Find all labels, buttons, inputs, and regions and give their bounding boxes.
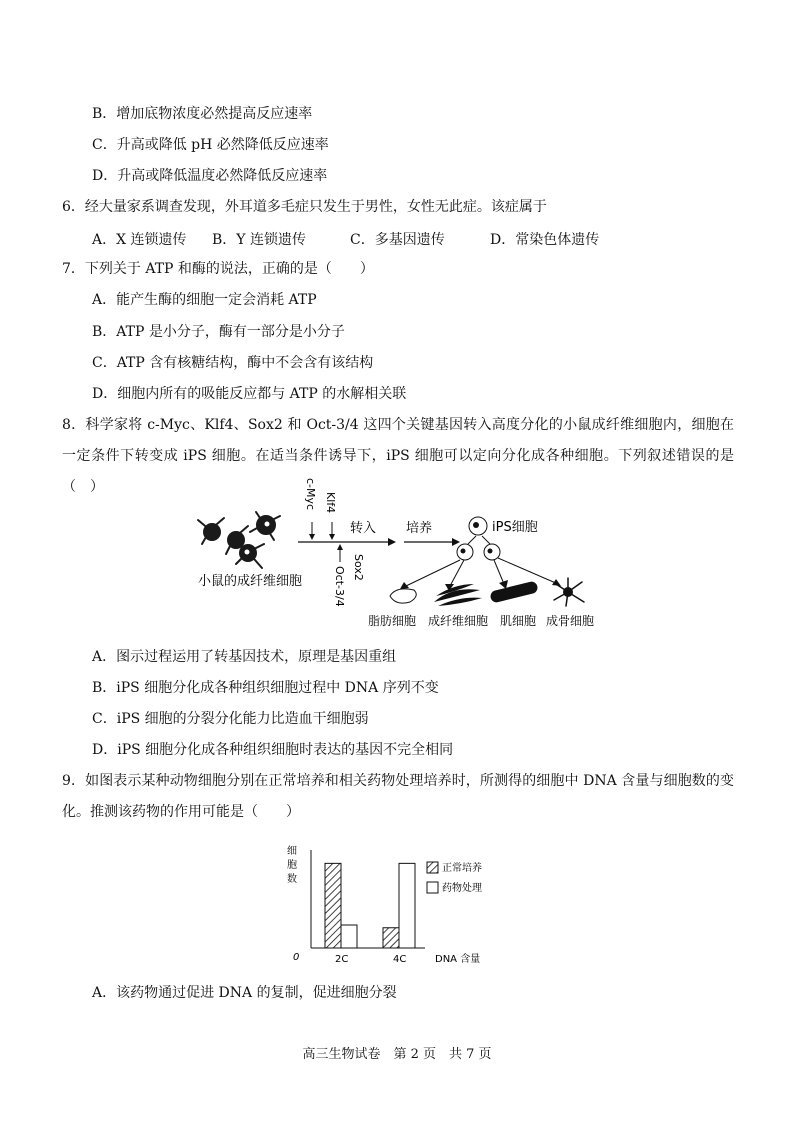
bar-4C-series-1 <box>399 863 415 948</box>
y-axis-label-3: 数 <box>287 874 297 885</box>
q9-option-a: A．该药物通过促进 DNA 的复制，促进细胞分裂 <box>92 985 397 1001</box>
fibroblast-output-cell <box>434 584 482 606</box>
y-axis-label-2: 胞 <box>287 860 297 871</box>
bar-2C-series-0 <box>325 863 341 948</box>
q7-option-c: C．ATP 含有核糖结构，酶中不会含有该结构 <box>92 355 374 371</box>
q9-stem: 9．如图表示某种动物细胞分别在正常培养和相关药物处理培养时，所测得的细胞中 DNA 含量与细胞数的变化。推测该药物的作用可能是（ ） <box>62 773 734 820</box>
x-tick-2C: 2C <box>335 954 349 965</box>
q7-option-a: A．能产生酶的细胞一定会消耗 ATP <box>92 292 317 308</box>
fat-cell <box>390 589 416 603</box>
step-transfer-label: 转入 <box>350 521 377 536</box>
q6-option-a: A．X 连锁遗传 <box>92 232 187 248</box>
x-ticks-group <box>335 954 406 965</box>
output-osteocyte: 成骨细胞 <box>546 614 595 628</box>
q7-option-b: B．ATP 是小分子，酶有一部分是小分子 <box>92 324 345 340</box>
chart-svg <box>285 840 485 970</box>
q6-option-d: D．常染色体遗传 <box>490 232 600 248</box>
x-axis-label: DNA 含量 <box>435 954 481 965</box>
q6-option-b: B．Y 连锁遗传 <box>212 232 306 248</box>
legend-normal: 正常培养 <box>442 863 482 874</box>
bars-group <box>325 863 415 948</box>
fibroblast-cells <box>198 512 280 568</box>
ips-diagram-svg <box>190 478 610 630</box>
output-muscle-cell: 肌细胞 <box>500 614 537 628</box>
q8-option-c: C．iPS 细胞的分裂分化能力比造血干细胞弱 <box>92 711 369 727</box>
legend-swatch-normal <box>427 862 438 873</box>
q8-stem: 8．科学家将 c-Myc、Klf4、Sox2 和 Oct-3/4 这四个关键基因转入高度分化的小鼠成纤维细胞内，细胞在一定条件下转变成 iPS 细胞。在适当条件诱导下，iPS 细胞可以定向分化成各种细胞。下列叙述错误的是（ ） <box>62 417 734 495</box>
ips-cell <box>469 517 487 535</box>
q6-stem: 6．经大量家系调查发现，外耳道多毛症只发生于男性，女性无此症。该症属于 <box>62 199 547 215</box>
page-footer: 高三生物试卷 第 2 页 共 7 页 <box>302 1047 492 1062</box>
q5-option-b: B．增加底物浓度必然提高反应速率 <box>92 106 313 122</box>
legend-drug: 药物处理 <box>442 883 482 894</box>
muscle-cell <box>489 580 538 603</box>
ips-diagram <box>190 478 610 630</box>
gene-c-myc: c-Myc <box>304 478 317 511</box>
output-fibroblast: 成纤维细胞 <box>428 614 489 628</box>
q7-stem: 7．下列关于 ATP 和酶的说法，正确的是（ ） <box>62 261 374 277</box>
output-fat-cell: 脂肪细胞 <box>368 614 417 628</box>
bar-4C-series-0 <box>383 928 399 948</box>
legend-swatch-drug <box>427 882 438 893</box>
q6-option-c: C．多基因遗传 <box>350 232 445 248</box>
step-culture-label: 培养 <box>406 521 433 536</box>
origin-label: 0 <box>293 952 300 963</box>
gene-klf4: Klf4 <box>324 492 337 514</box>
q8-option-b: B．iPS 细胞分化成各种组织细胞过程中 DNA 序列不变 <box>92 680 439 696</box>
q5-option-c: C．升高或降低 pH 必然降低反应速率 <box>92 137 329 153</box>
source-cell-label: 小鼠的成纤维细胞 <box>198 574 303 589</box>
x-tick-4C: 4C <box>393 954 407 965</box>
gene-sox2: Sox2 <box>352 554 365 581</box>
y-axis-label-1: 细 <box>287 846 297 857</box>
q5-option-d: D．升高或降低温度必然降低反应速率 <box>92 168 328 184</box>
differentiation-arrows <box>406 558 558 586</box>
q8-option-a: A．图示过程运用了转基因技术，原理是基因重组 <box>92 649 397 665</box>
q7-option-d: D．细胞内所有的吸能反应都与 ATP 的水解相关联 <box>92 386 407 402</box>
ips-cell-label: iPS细胞 <box>492 520 538 535</box>
bar-2C-series-1 <box>341 925 357 948</box>
dna-content-chart <box>285 840 485 970</box>
q8-option-d: D．iPS 细胞分化成各种组织细胞时表达的基因不完全相同 <box>92 742 454 758</box>
gene-oct34: Oct-3/4 <box>333 566 346 607</box>
